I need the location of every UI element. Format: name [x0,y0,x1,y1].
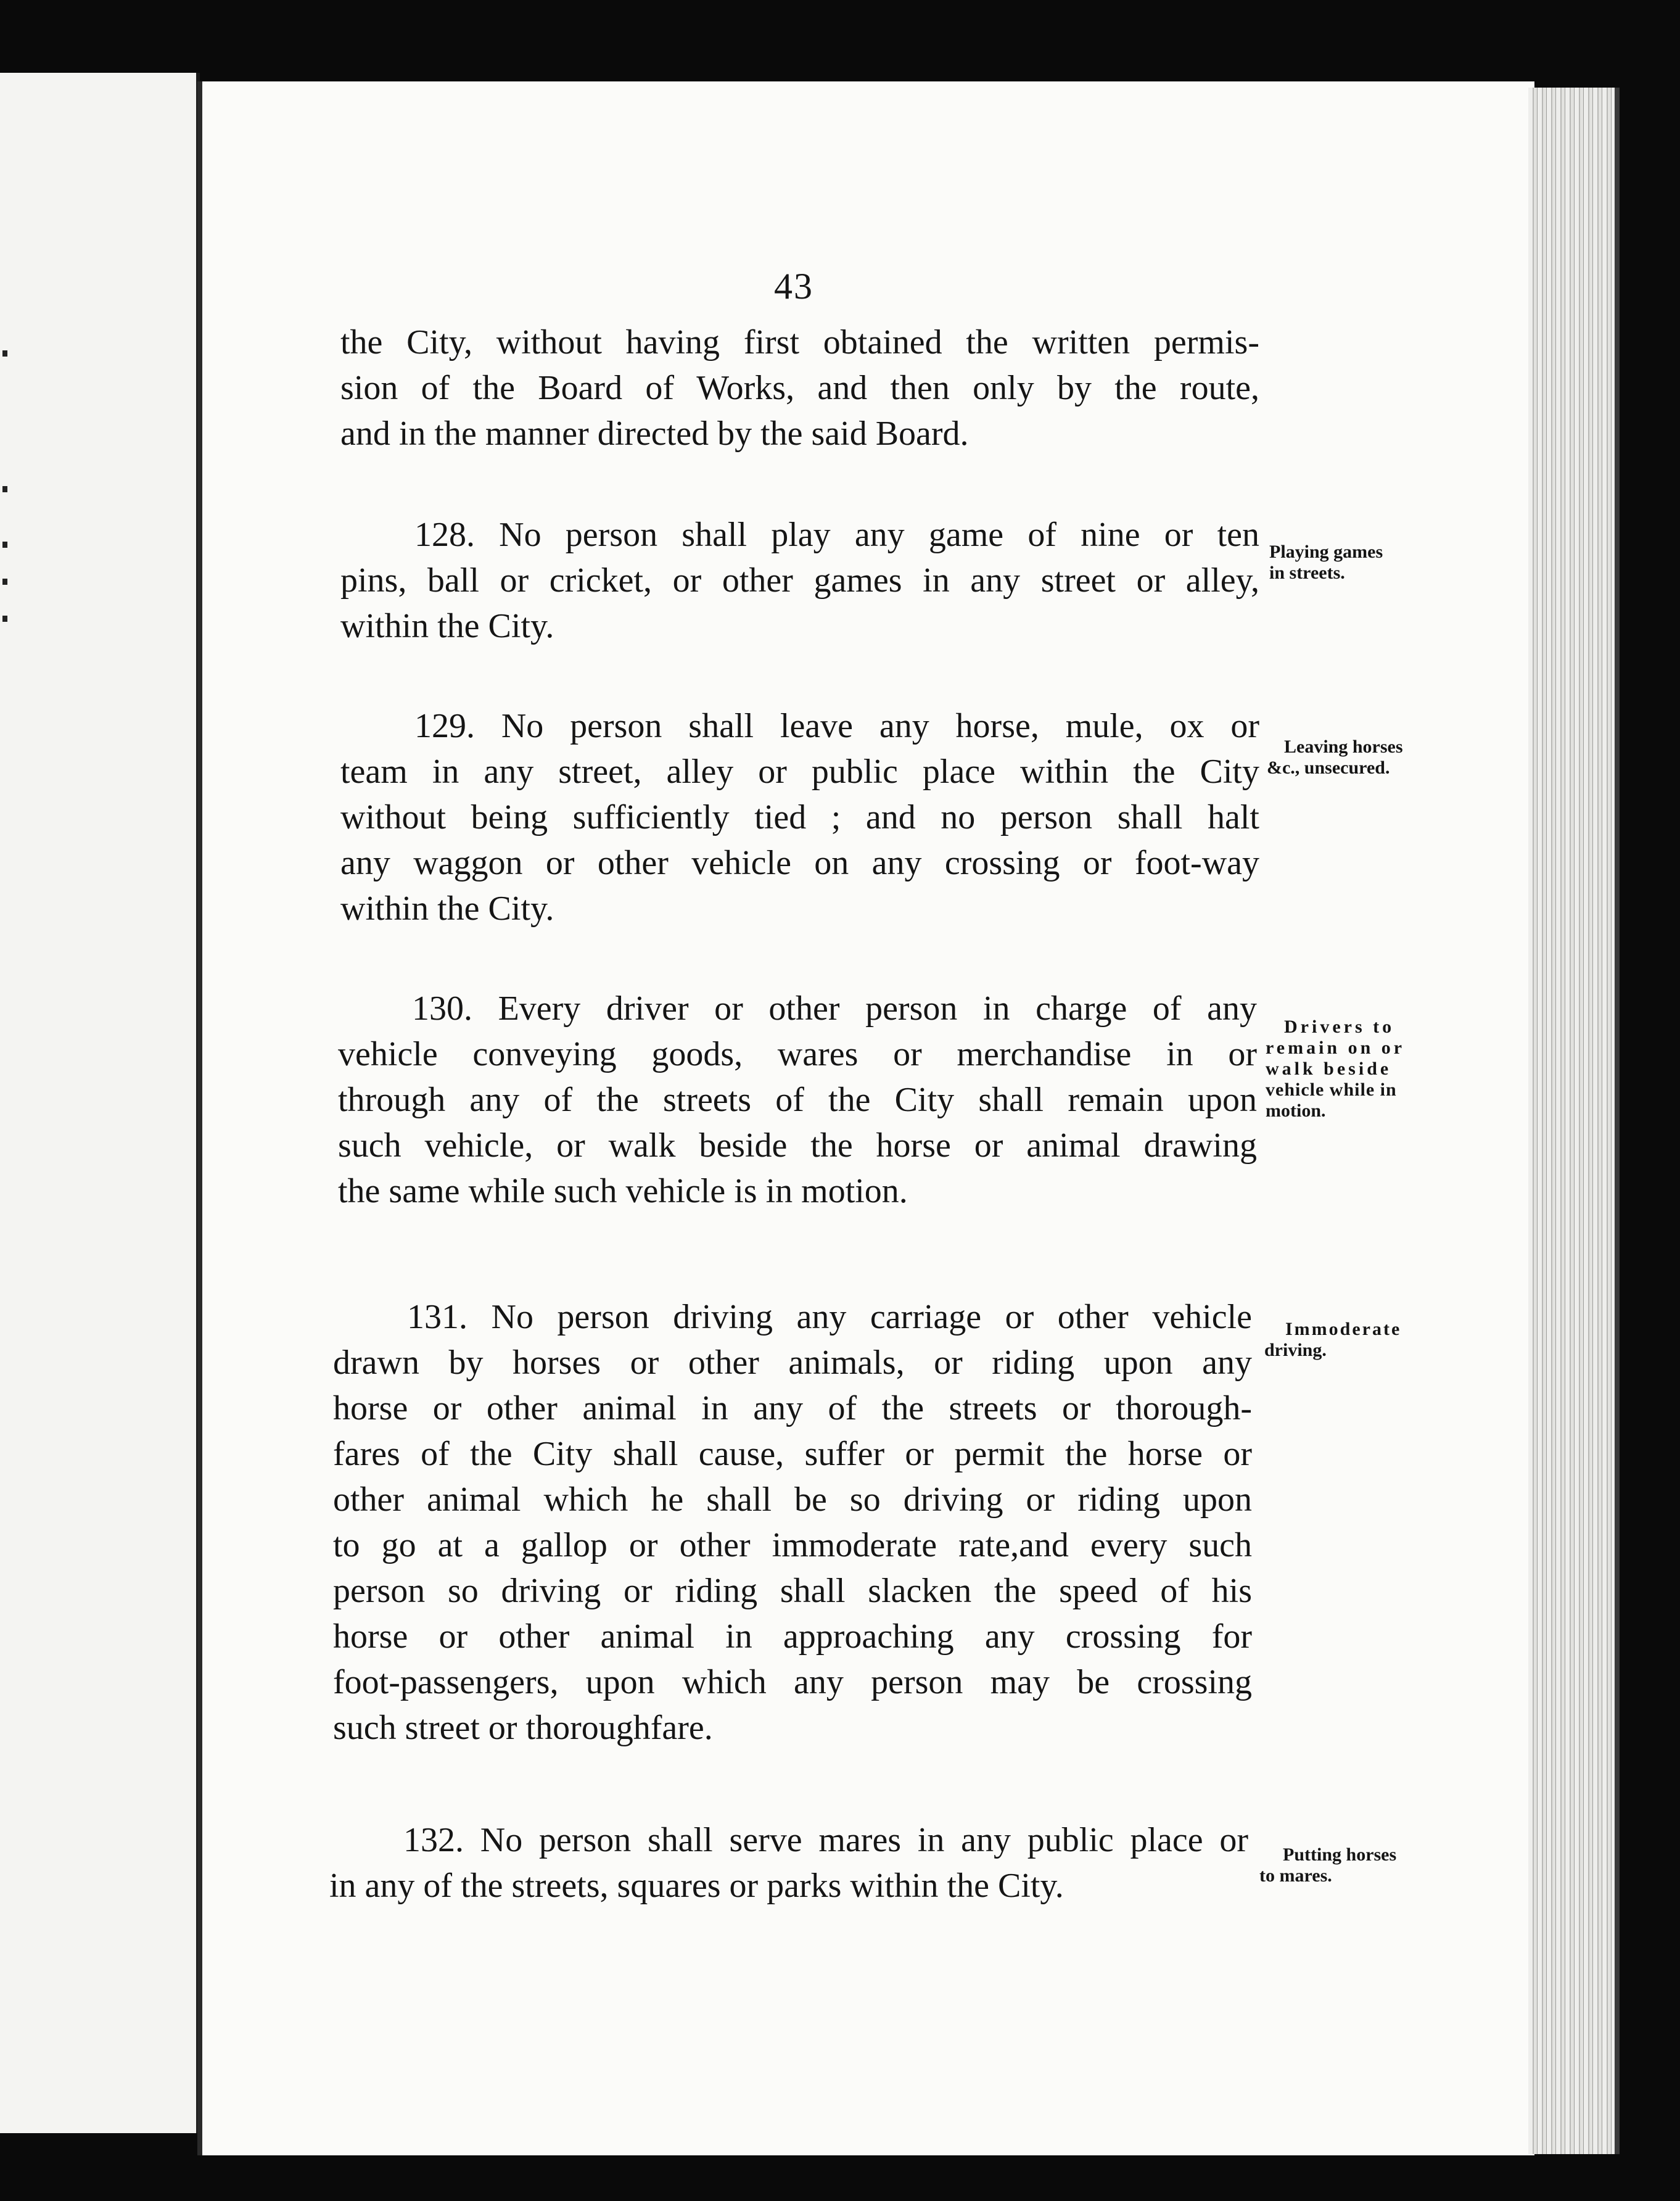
text-line: sion of the Board of Works, and then only by the route, [340,369,1259,407]
margin-mark [2,350,7,357]
side-note-line: Immoderate [1285,1319,1402,1339]
text-line: 128. No person shall play any game of nine or ten [414,516,1259,554]
side-note-immoderate-driving [1264,1319,1443,1361]
section-130 [338,986,1257,1214]
side-note-line: walk beside [1266,1059,1392,1079]
section-129 [340,703,1259,931]
side-note-line: &c., unsecured. [1267,758,1390,778]
text-line: 131. No person driving any carriage or other vehicle [407,1298,1252,1336]
text-line: the City, without having first obtained the written permis- [340,323,1259,361]
text-line: within the City. [340,890,554,928]
text-line: horse or other animal in any of the streets or thorough- [333,1389,1252,1427]
margin-mark [2,486,7,492]
continued-paragraph [340,320,1259,456]
side-note-line: Putting horses [1283,1844,1397,1865]
side-note-line: Playing games [1269,542,1383,562]
text-line: team in any street, alley or public place within the City [340,753,1259,791]
text-line: other animal which he shall be so driving or riding upon [333,1480,1252,1519]
text-line: any waggon or other vehicle on any crossing or foot-way [340,844,1259,882]
text-line: vehicle conveying goods, wares or merchandise in or [338,1035,1257,1073]
text-line: 129. No person shall leave any horse, mule, ox or [414,707,1259,745]
margin-mark [2,616,7,622]
side-note-line: vehicle while in [1266,1080,1397,1100]
side-note-leaving-horses [1267,737,1446,778]
margin-mark [2,542,7,548]
text-line: without being sufficiently tied ; and no person shall halt [340,798,1259,836]
side-note-line: Drivers to [1284,1017,1395,1037]
text-line: 132. No person shall serve mares in any public place or [403,1821,1248,1859]
page-number: 43 [774,266,813,307]
text-line: drawn by horses or other animals, or riding upon any [333,1344,1252,1382]
side-note-line: motion. [1266,1100,1326,1121]
text-line: in any of the streets, squares or parks within the City. [329,1867,1064,1905]
text-line: and in the manner directed by the said Board. [340,415,969,453]
side-note-putting-horses [1259,1844,1438,1886]
text-line: 130. Every driver or other person in charge of any [412,989,1257,1028]
text-line: the same while such vehicle is in motion. [338,1172,908,1210]
text-line: to go at a gallop or other immoderate rate,and every such [333,1526,1252,1564]
text-line: person so driving or riding shall slacken the speed of his [333,1572,1252,1610]
text-line: pins, ball or cricket, or other games in any street or alley, [340,561,1259,600]
section-132 [329,1817,1248,1909]
text-line: such street or thoroughfare. [333,1709,713,1747]
text-line: fares of the City shall cause, suffer or permit the horse or [333,1435,1252,1473]
side-note-line: driving. [1264,1340,1327,1360]
side-note-playing-games [1269,542,1448,584]
text-line: horse or other animal in approaching any crossing for [333,1617,1252,1656]
side-note-line: Leaving horses [1284,737,1403,757]
section-128 [340,512,1259,649]
text-line: foot-passengers, upon which any person may be crossing [333,1663,1252,1701]
left-facing-page [0,73,200,2133]
text-line: within the City. [340,607,554,645]
side-note-line: to mares. [1259,1865,1332,1886]
margin-mark [2,579,7,585]
side-note-line: remain on or [1266,1038,1406,1058]
text-line: through any of the streets of the City shall remain upon [338,1081,1257,1119]
section-131 [333,1294,1252,1751]
text-line: such vehicle, or walk beside the horse or animal drawing [338,1126,1257,1165]
side-note-drivers [1266,1017,1444,1121]
side-note-line: in streets. [1269,563,1345,583]
page-edges [1528,88,1620,2154]
